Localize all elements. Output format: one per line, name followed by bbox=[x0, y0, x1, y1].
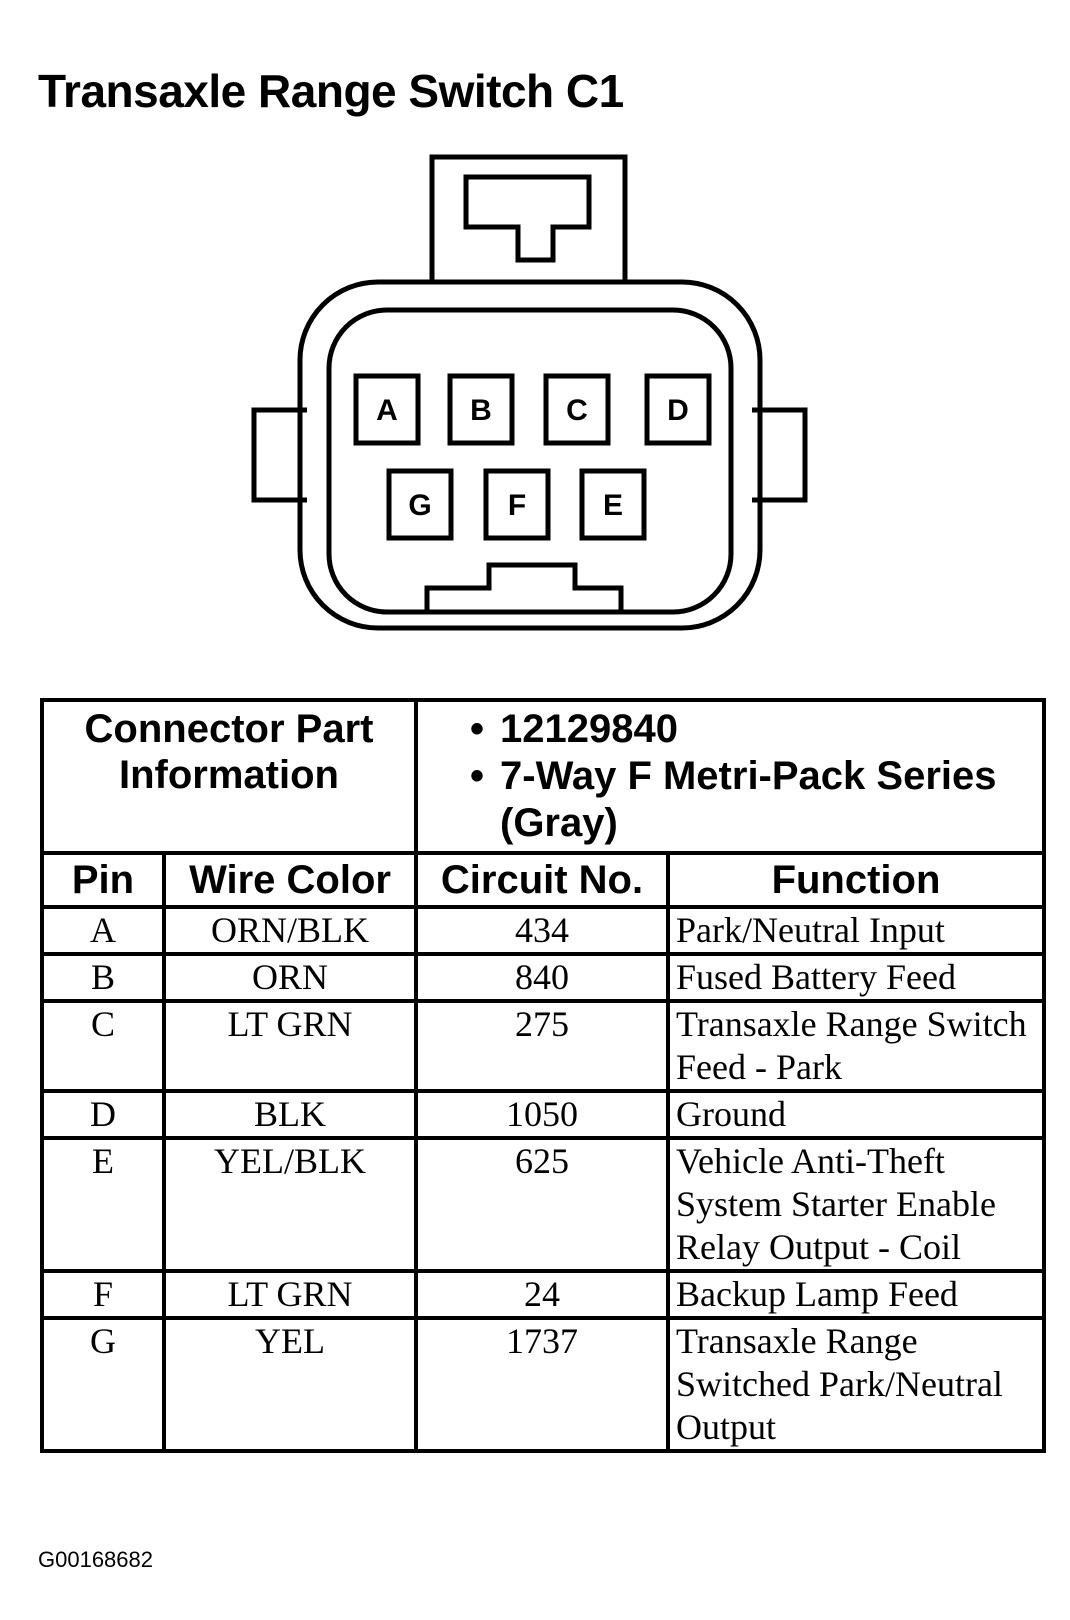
circuit-cell: 1050 bbox=[416, 1091, 668, 1138]
wire-color-cell: BLK bbox=[164, 1091, 416, 1138]
pin-cell: C bbox=[42, 1001, 164, 1091]
function-cell: Fused Battery Feed bbox=[668, 954, 1044, 1001]
circuit-cell: 434 bbox=[416, 907, 668, 954]
circuit-cell: 840 bbox=[416, 954, 668, 1001]
pin-cell: E bbox=[42, 1138, 164, 1271]
bottom-key bbox=[427, 565, 621, 611]
wire-color-cell: ORN/BLK bbox=[164, 907, 416, 954]
table-row bbox=[42, 1001, 1044, 1091]
table-row bbox=[42, 1271, 1044, 1318]
circuit-cell: 275 bbox=[416, 1001, 668, 1091]
circuit-cell: 625 bbox=[416, 1138, 668, 1271]
pin-cell: D bbox=[42, 1091, 164, 1138]
pin-cell: B bbox=[42, 954, 164, 1001]
housing-outer bbox=[300, 282, 760, 628]
wire-color-cell: ORN bbox=[164, 954, 416, 1001]
function-cell: Park/Neutral Input bbox=[668, 907, 1044, 954]
part-info-values bbox=[416, 700, 1044, 853]
circuit-cell: 1737 bbox=[416, 1318, 668, 1451]
col-header-wire-color: Wire Color bbox=[164, 853, 416, 907]
col-header-function: Function bbox=[668, 853, 1044, 907]
pin-label-d: D bbox=[667, 394, 689, 427]
function-cell: Vehicle Anti-Theft System Starter Enable Relay Output - Coil bbox=[668, 1138, 1044, 1271]
function-cell: Transaxle Range Switch Feed - Park bbox=[668, 1001, 1044, 1091]
pin-label-c: C bbox=[566, 394, 588, 427]
wire-color-cell: YEL bbox=[164, 1318, 416, 1451]
function-cell: Ground bbox=[668, 1091, 1044, 1138]
function-cell: Backup Lamp Feed bbox=[668, 1271, 1044, 1318]
col-header-circuit: Circuit No. bbox=[416, 853, 668, 907]
pin-label-e: E bbox=[602, 489, 624, 522]
part-number: • 12129840 bbox=[470, 707, 678, 751]
wire-color-cell: YEL/BLK bbox=[164, 1138, 416, 1271]
column-header-row bbox=[42, 853, 1044, 907]
connector-table bbox=[40, 698, 1046, 1453]
pin-label-f: F bbox=[507, 489, 527, 522]
pin-label-g: G bbox=[408, 489, 432, 522]
part-info-label-line1: Connector Part bbox=[84, 707, 374, 751]
function-cell: Transaxle Range Switched Park/Neutral Output bbox=[668, 1318, 1044, 1451]
circuit-cell: 24 bbox=[416, 1271, 668, 1318]
table-row bbox=[42, 1091, 1044, 1138]
pin-cell: G bbox=[42, 1318, 164, 1451]
pin-cell: A bbox=[42, 907, 164, 954]
connector-diagram bbox=[0, 0, 1070, 690]
diagram-title: Transaxle Range Switch C1 bbox=[38, 65, 624, 117]
table-row bbox=[42, 954, 1044, 1001]
wire-color-cell: LT GRN bbox=[164, 1001, 416, 1091]
col-header-pin: Pin bbox=[42, 853, 164, 907]
table-row bbox=[42, 907, 1044, 954]
table-row bbox=[42, 1318, 1044, 1451]
table-row bbox=[42, 1138, 1044, 1271]
part-info-row bbox=[42, 700, 1044, 853]
pin-label-b: B bbox=[470, 394, 492, 427]
connector-series: • 7-Way F Metri-Pack Series (Gray) bbox=[470, 754, 997, 845]
wire-color-cell: LT GRN bbox=[164, 1271, 416, 1318]
part-info-label-line2: Information bbox=[119, 753, 339, 797]
pin-label-a: A bbox=[376, 394, 398, 427]
part-info-label bbox=[42, 700, 416, 853]
pin-cell: F bbox=[42, 1271, 164, 1318]
latch-slot bbox=[466, 177, 589, 260]
figure-code: G00168682 bbox=[38, 1547, 153, 1572]
